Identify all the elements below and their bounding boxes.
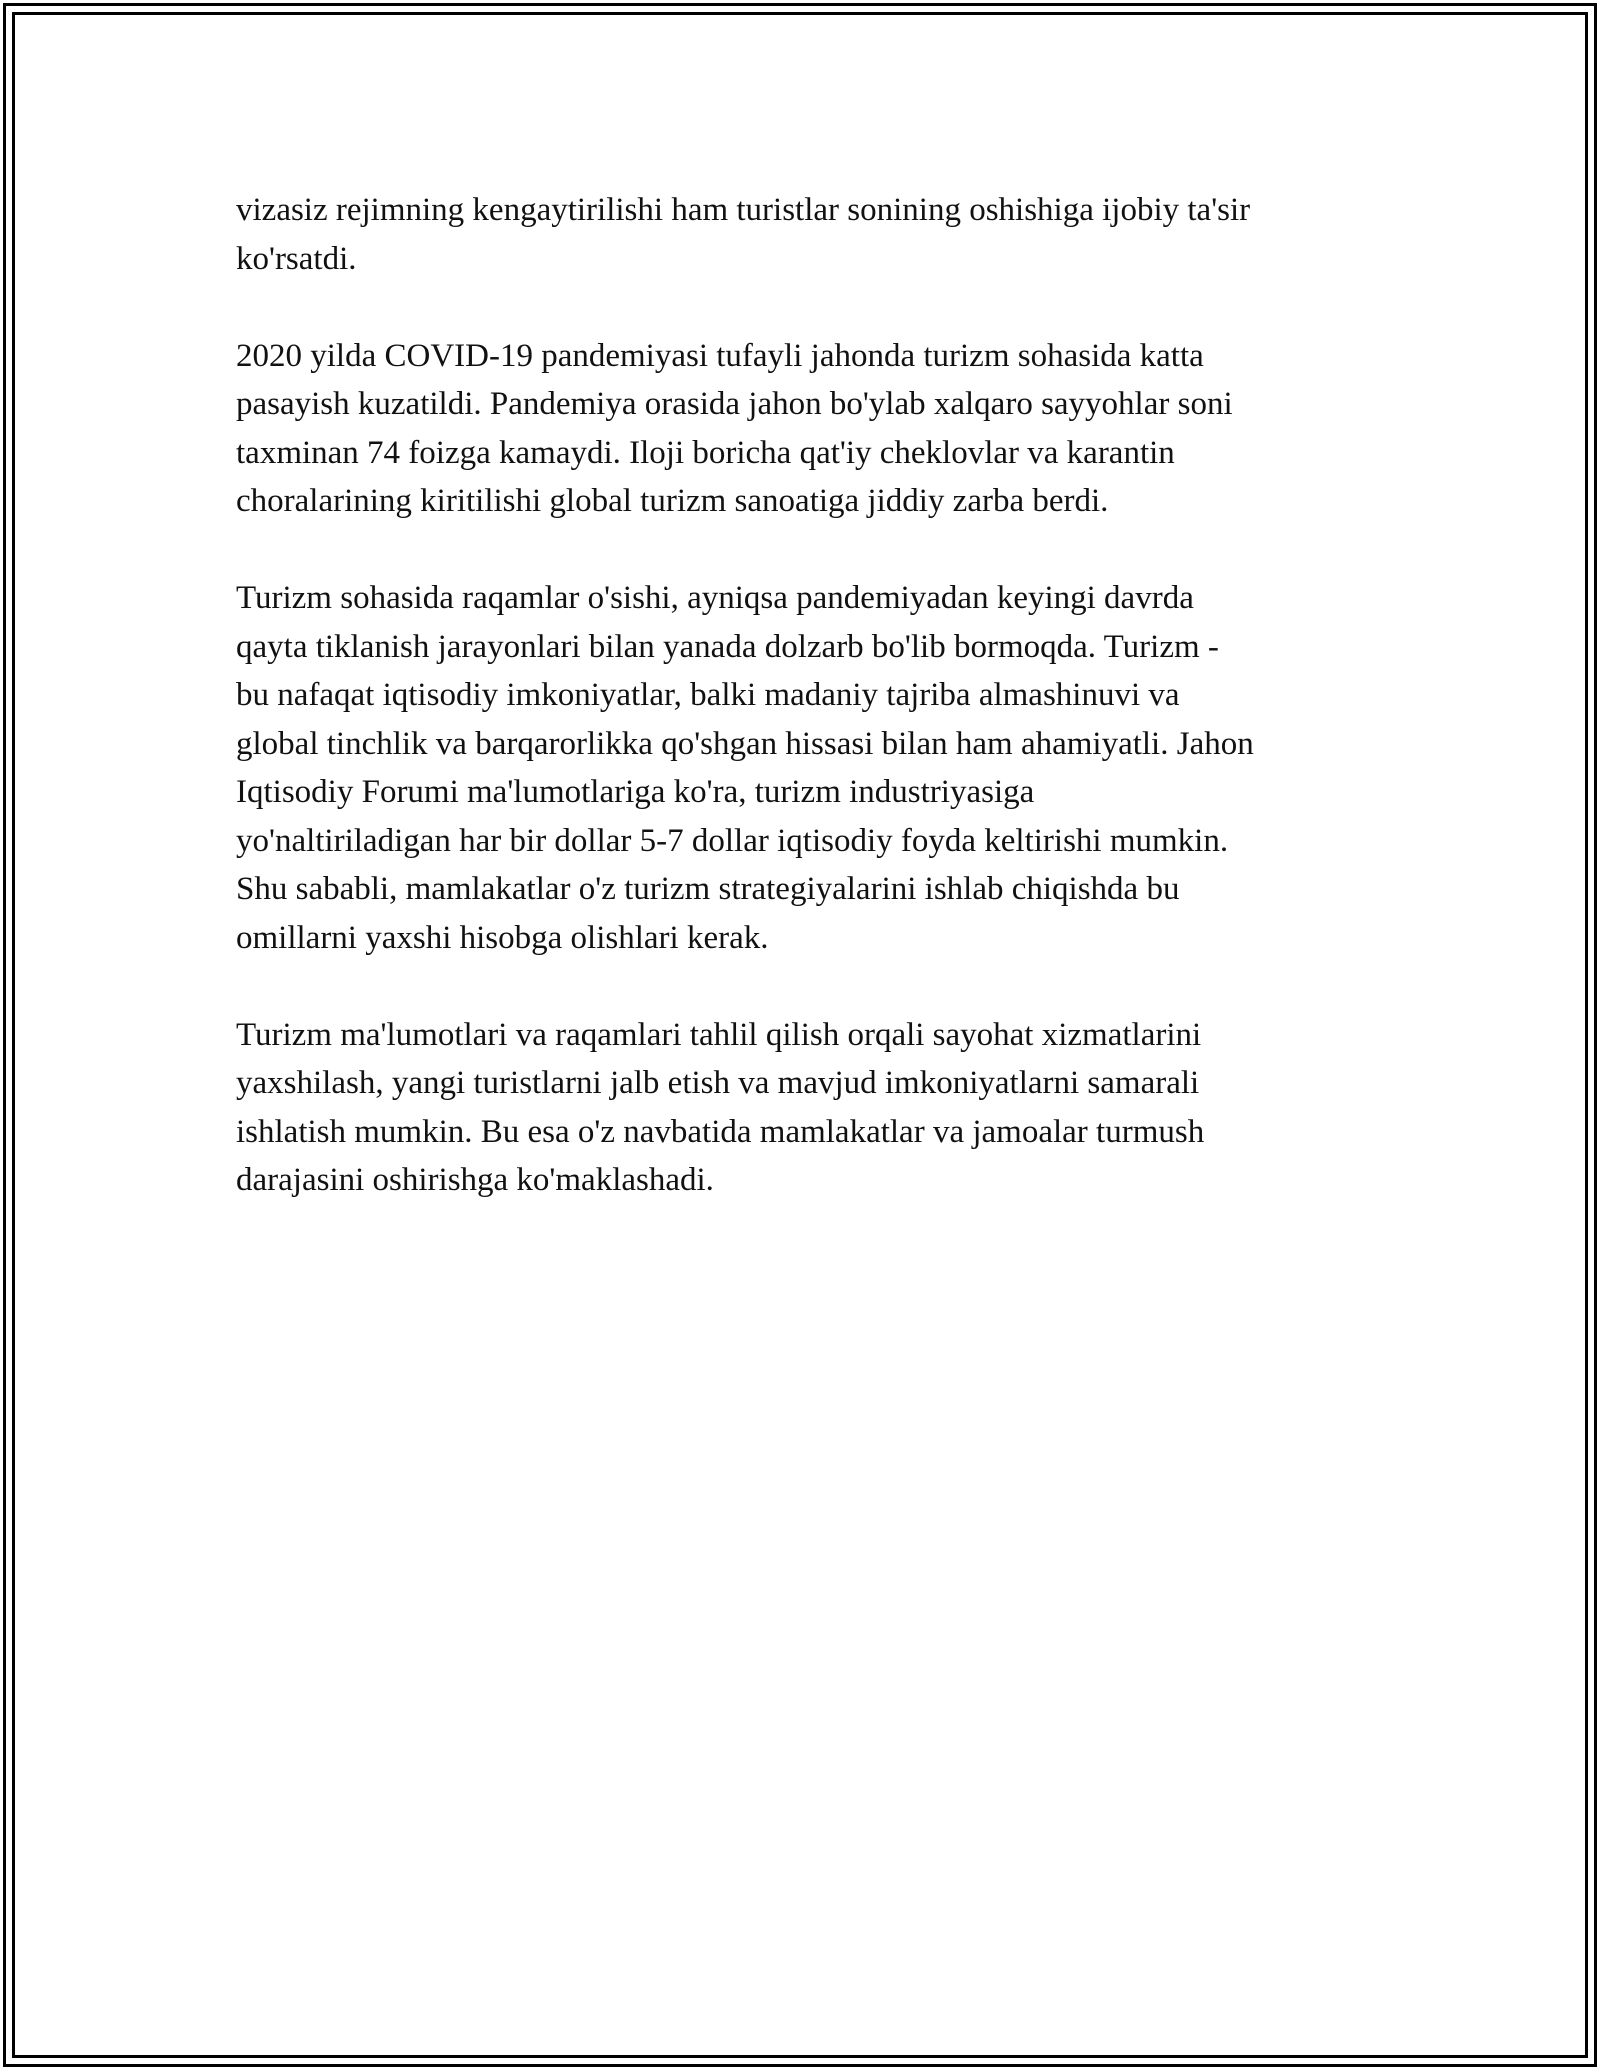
text-line: Iqtisodiy Forumi ma'lumotlariga ko'ra, turizm industriyasiga <box>236 774 1035 810</box>
text-line: ishlatish mumkin. Bu esa o'z navbatida mamlakatlar va jamoalar turmush <box>236 1113 1205 1150</box>
paragraph-4 <box>236 1011 1376 1205</box>
text-line: qayta tiklanish jarayonlari bilan yanada dolzarb bo'lib bormoqda. Turizm - <box>236 628 1219 665</box>
paragraph-2 <box>236 332 1376 526</box>
text-line: ko'rsatdi. <box>236 240 357 277</box>
text-line: 2020 yilda COVID-19 pandemiyasi tufayli jahonda turizm sohasida katta <box>236 337 1204 374</box>
text-line: omillarni yaxshi hisobga olishlari kerak. <box>236 919 769 956</box>
text-line: pasayish kuzatildi. Pandemiya orasida jahon bo'ylab xalqaro sayyohlar soni <box>236 386 1233 422</box>
text-line: yo'naltiriladigan har bir dollar 5-7 dollar iqtisodiy foyda keltirishi mumkin. <box>236 822 1229 859</box>
text-line: taxminan 74 foizga kamaydi. Iloji boricha qat'iy cheklovlar va karantin <box>236 434 1175 471</box>
paragraph-1 <box>236 186 1376 283</box>
document-body <box>236 186 1376 1253</box>
text-line: choralarining kiritilishi global turizm sanoatiga jiddiy zarba berdi. <box>236 483 1109 519</box>
text-line: yaxshilash, yangi turistlarni jalb etish va mavjud imkoniyatlarni samarali <box>236 1065 1200 1101</box>
text-line: Shu sababli, mamlakatlar o'z turizm strategiyalarini ishlab chiqishda bu <box>236 871 1180 907</box>
text-line: darajasini oshirishga ko'maklashadi. <box>236 1162 714 1198</box>
text-line: Turizm sohasida raqamlar o'sishi, ayniqsa pandemiyadan keyingi davrda <box>236 580 1194 616</box>
text-line: bu nafaqat iqtisodiy imkoniyatlar, balki madaniy tajriba almashinuvi va <box>236 677 1180 713</box>
paragraph-3 <box>236 574 1376 962</box>
text-line: vizasiz rejimning kengaytirilishi ham turistlar sonining oshishiga ijobiy ta'sir <box>236 192 1251 228</box>
text-line: global tinchlik va barqarorlikka qo'shgan hissasi bilan ham ahamiyatli. Jahon <box>236 725 1254 762</box>
text-line: Turizm ma'lumotlari va raqamlari tahlil qilish orqali sayohat xizmatlarini <box>236 1016 1202 1053</box>
